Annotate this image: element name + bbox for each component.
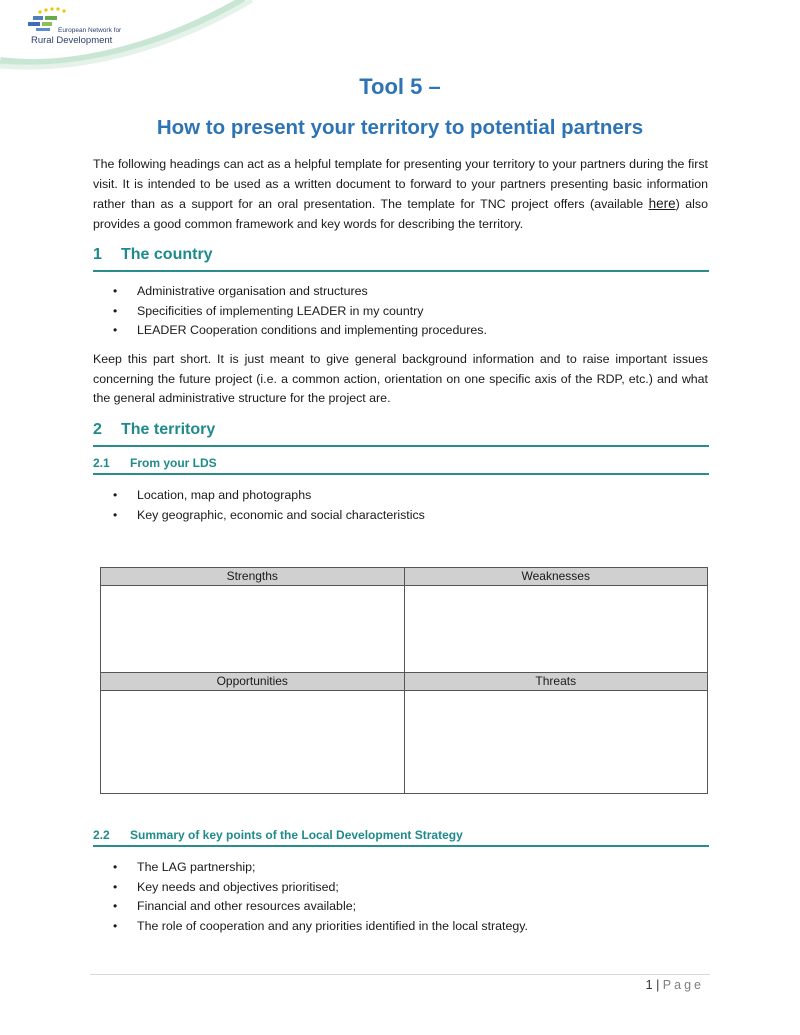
subsection-2-1-bullets <box>93 486 425 525</box>
footer-divider <box>90 974 710 975</box>
section-1-bullets <box>93 282 487 341</box>
section-2-heading <box>93 421 709 447</box>
page-number: 1 <box>645 978 653 992</box>
list-item: • Key geographic, economic and social characteristics <box>93 506 425 526</box>
here-link[interactable]: here <box>648 196 676 211</box>
swot-cell-threats[interactable] <box>404 691 708 794</box>
list-item: • Location, map and photographs <box>93 486 425 506</box>
subsection-2-1-title: From your LDS <box>130 456 217 470</box>
swot-header-strengths: Strengths <box>101 568 405 586</box>
list-item: • The role of cooperation and any priorities identified in the local strategy. <box>93 917 528 937</box>
section-1-title: The country <box>121 246 213 263</box>
intro-text-after: ) also provides a good common framework and key words for describing the territory. <box>93 197 708 231</box>
swot-header-threats: Threats <box>404 673 708 691</box>
swot-cell-weaknesses[interactable] <box>404 586 708 673</box>
subsection-2-1-number: 2.1 <box>93 456 110 470</box>
subsection-2-2-bullets <box>93 858 528 936</box>
section-2-title: The territory <box>121 421 216 438</box>
list-item: • Administrative organisation and structures <box>93 282 487 302</box>
logo-text-line2: Rural Development <box>31 35 113 46</box>
page-footer <box>646 978 704 992</box>
section-1-number: 1 <box>93 246 102 263</box>
swot-header-opportunities: Opportunities <box>101 673 405 691</box>
list-item: • Specificities of implementing LEADER in my country <box>93 302 487 322</box>
document-title: Tool 5 – <box>359 74 441 99</box>
eu-stars-icon <box>38 7 65 13</box>
section-1-heading <box>93 246 709 272</box>
section-1-paragraph: Keep this part short. It is just meant to give general background information and to raise important issues concerning the future project (i.e. a common action, orientation on one specific axis of the RDP, etc.) and what the general administrative structure for the project are. <box>93 352 708 405</box>
subsection-2-2-number: 2.2 <box>93 828 110 842</box>
subsection-2-2-title: Summary of key points of the Local Development Strategy <box>130 828 463 842</box>
swot-header-weaknesses: Weaknesses <box>404 568 708 586</box>
list-item: • LEADER Cooperation conditions and implementing procedures. <box>93 321 487 341</box>
swot-cell-strengths[interactable] <box>101 586 405 673</box>
page-word: Page <box>662 978 704 992</box>
swot-table <box>100 567 708 794</box>
swot-cell-opportunities[interactable] <box>101 691 405 794</box>
footer-separator: | <box>656 978 660 992</box>
list-item: • The LAG partnership; <box>93 858 528 878</box>
list-item: • Key needs and objectives prioritised; <box>93 878 528 898</box>
logo-text-line1: European Network for <box>58 27 122 34</box>
section-2-number: 2 <box>93 421 102 438</box>
subsection-2-2-heading <box>93 828 709 847</box>
intro-paragraph <box>93 155 708 234</box>
list-item: • Financial and other resources available; <box>93 897 528 917</box>
subsection-2-1-heading <box>93 456 709 475</box>
intro-text-before: The following headings can act as a helpful template for presenting your territory to your partners during the first visit. It is intended to be used as a written document to forward to your partners presenting basic information rather than as a support for an oral presentation. The template for TNC project offers (available <box>93 157 708 211</box>
enrd-flag-icon <box>28 16 57 31</box>
document-subtitle: How to present your territory to potential partners <box>156 116 644 139</box>
